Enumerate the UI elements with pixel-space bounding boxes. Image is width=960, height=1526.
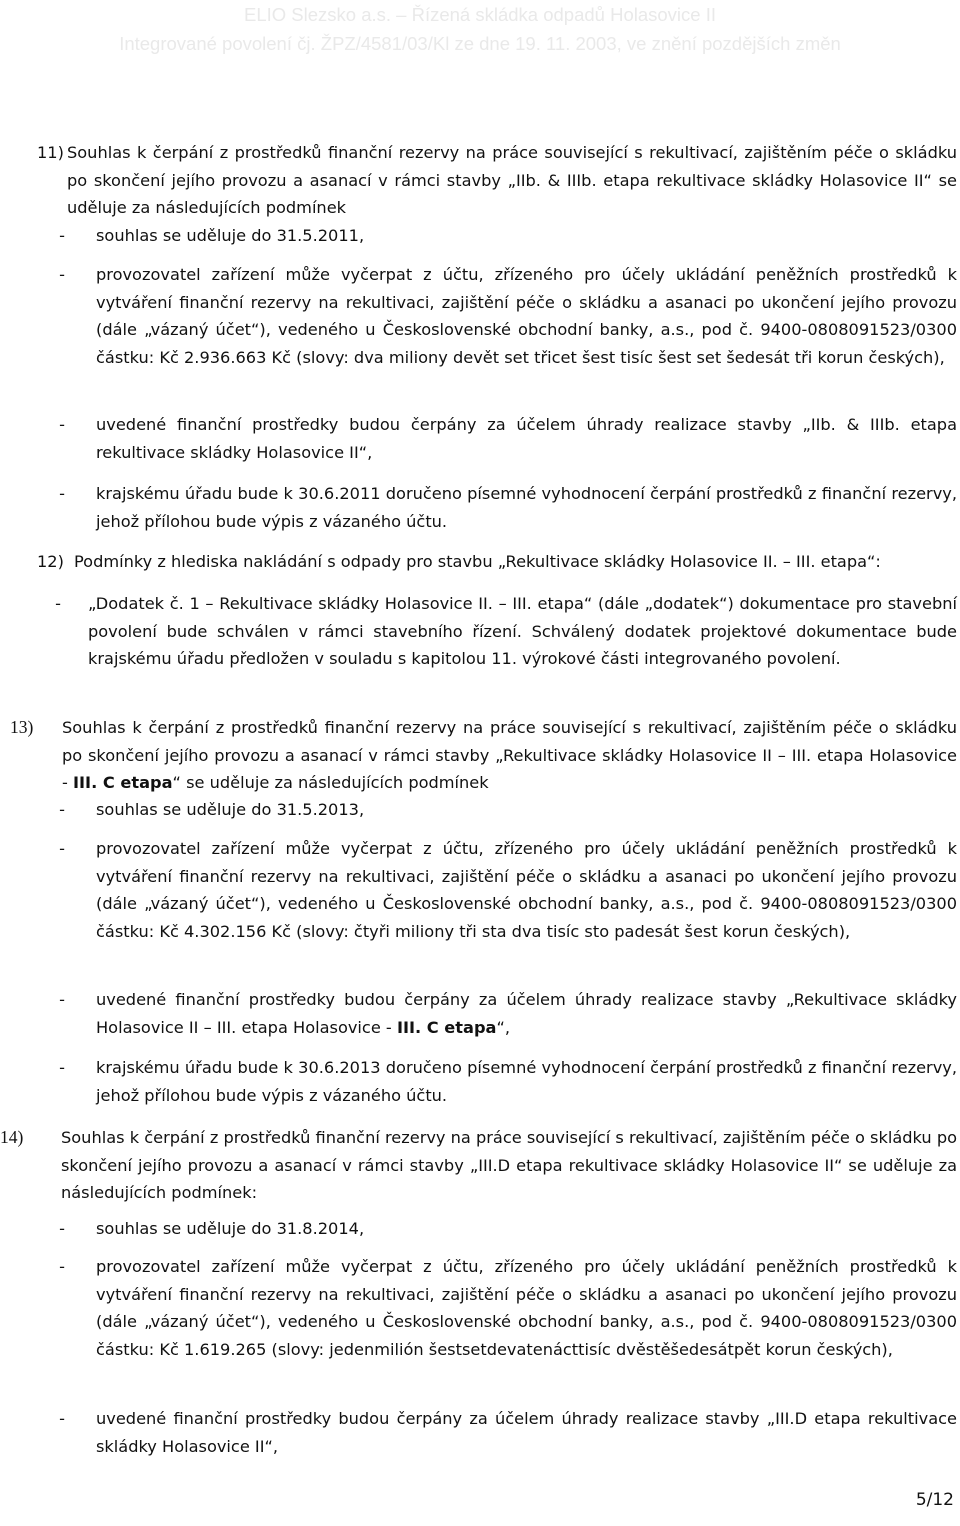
item-text: Podmínky z hlediska nakládání s odpady pro stavbu „Rekultivace skládky Holasovice II. – III. etapa“:: [74, 552, 881, 571]
dash-bullet: -: [59, 1058, 65, 1077]
dash-bullet: -: [59, 839, 65, 858]
sub-condition: - provozovatel zařízení může vyčerpat z účtu, zřízeného pro účely ukládání peněžních prostředků k vytváření finanční rezervy na rekultivaci, zajištění péče o skládku a asanaci po ukončení jejího provozu (dále „vázaný účet“), vedeného u Československé obchodní banky, a.s., pod č. 9400-0808091523/0300 částku: Kč 4.302.156 Kč (slovy: čtyři miliony tři sta dva tisíc sto padesát šest korun českých),: [52, 835, 957, 945]
sub-condition: - uvedené finanční prostředky budou čerpány za účelem úhrady realizace stavby „Rekultivace skládky Holasovice II – III. etapa Holasovice - III. C etapa“,: [52, 986, 957, 1041]
item-number: 13): [10, 717, 34, 737]
condition-item-14: [0, 1124, 957, 1207]
dash-bullet: -: [59, 415, 65, 434]
header-line-1: ELIO Slezsko a.s. – Řízená skládka odpadů Holasovice II: [243, 4, 716, 25]
sub-condition: - uvedené finanční prostředky budou čerpány za účelem úhrady realizace stavby „III.D etapa rekultivace skládky Holasovice II“,: [52, 1405, 957, 1460]
dash-bullet: -: [59, 1257, 65, 1276]
header-line-2: Integrované povolení čj. ŽPZ/4581/03/Kl ze dne 19. 11. 2003, ve znění pozdějších změn: [119, 33, 841, 54]
dash-bullet: -: [59, 1219, 65, 1238]
item-number: 11): [37, 143, 64, 162]
item-number: 12): [37, 552, 64, 571]
dash-bullet: -: [59, 226, 65, 245]
dash-bullet: -: [59, 484, 65, 503]
condition-item-11: [37, 139, 957, 222]
sub-condition: - souhlas se uděluje do 31.8.2014,: [52, 1215, 957, 1243]
item-text: Souhlas k čerpání z prostředků finanční rezervy na práce související s rekultivací, zajištěním péče o skládku po skončení jejího provozu a asanací v rámci stavby „IIb. & IIIb. etapa rekultivace skládky Holasovice II“ se uděluje za následujících podmínek: [67, 143, 957, 218]
page-number: 5/12: [915, 1490, 954, 1510]
dash-bullet: -: [59, 990, 65, 1009]
dash-bullet: -: [59, 800, 65, 819]
condition-item-12: [37, 548, 957, 576]
sub-condition: - souhlas se uděluje do 31.5.2013,: [52, 796, 957, 824]
sub-condition: - „Dodatek č. 1 – Rekultivace skládky Holasovice II. – III. etapa“ (dále „dodatek“) dokumentace pro stavební povolení bude schválen v rámci stavebního řízení. Schválený dodatek projektové dokumentace bude krajskému úřadu předložen v souladu s kapitolou 11. výrokové části integrovaného povolení.: [48, 590, 957, 673]
dash-bullet: -: [55, 594, 61, 613]
condition-item-13: [10, 714, 957, 797]
dash-bullet: -: [59, 1409, 65, 1428]
sub-condition: - uvedené finanční prostředky budou čerpány za účelem úhrady realizace stavby „IIb. & IIIb. etapa rekultivace skládky Holasovice II“,: [52, 411, 957, 466]
item-text: Souhlas k čerpání z prostředků finanční rezervy na práce související s rekultivací, zajištěním péče o skládku po skončení jejího provozu a asanací v rámci stavby „Rekultivace skládky Holasovice II – III. etapa Holasovice - III. C etapa“ se uděluje za následujících podmínek: [62, 718, 957, 793]
sub-condition: - krajskému úřadu bude k 30.6.2013 doručeno písemné vyhodnocení čerpání prostředků z finanční rezervy, jehož přílohou bude výpis z vázaného účtu.: [52, 1054, 957, 1109]
item-number: 14): [0, 1127, 24, 1147]
item-text: Souhlas k čerpání z prostředků finanční rezervy na práce související s rekultivací, zajištěním péče o skládku po skončení jejího provozu a asanací v rámci stavby „III.D etapa rekultivace skládky Holasovice II“ se uděluje za následujících podmínek:: [61, 1128, 958, 1203]
sub-condition: - provozovatel zařízení může vyčerpat z účtu, zřízeného pro účely ukládání peněžních prostředků k vytváření finanční rezervy na rekultivaci, zajištění péče o skládku a asanaci po ukončení jejího provozu (dále „vázaný účet“), vedeného u Československé obchodní banky, a.s., pod č. 9400-0808091523/0300 částku: Kč 1.619.265 (slovy: jedenmilión šestsetdevatenácttisíc dvěstěšedesátpět korun českých),: [52, 1253, 957, 1363]
sub-condition: - krajskému úřadu bude k 30.6.2011 doručeno písemné vyhodnocení čerpání prostředků z finanční rezervy, jehož přílohou bude výpis z vázaného účtu.: [52, 480, 957, 535]
dash-bullet: -: [59, 265, 65, 284]
sub-condition: - provozovatel zařízení může vyčerpat z účtu, zřízeného pro účely ukládání peněžních prostředků k vytváření finanční rezervy na rekultivaci, zajištění péče o skládku a asanaci po ukončení jejího provozu (dále „vázaný účet“), vedeného u Československé obchodní banky, a.s., pod č. 9400-0808091523/0300 částku: Kč 2.936.663 Kč (slovy: dva miliony devět set třicet šest tisíc šest set šedesát tři korun českých),: [52, 261, 957, 371]
sub-condition: - souhlas se uděluje do 31.5.2011,: [52, 222, 957, 250]
